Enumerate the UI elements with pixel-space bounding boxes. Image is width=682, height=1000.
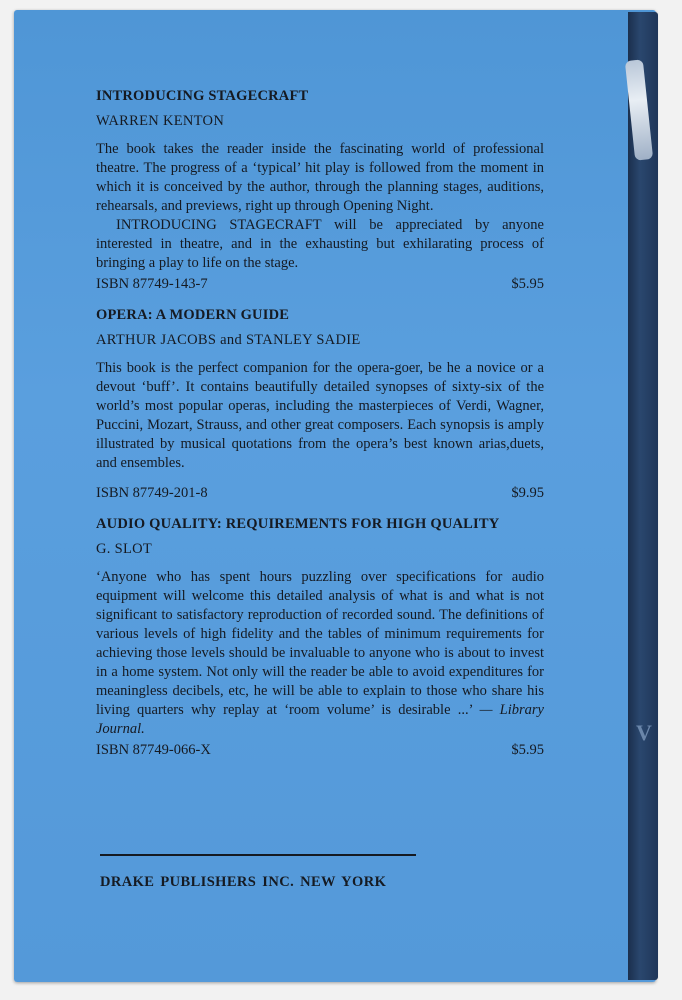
book-description bbox=[96, 568, 544, 739]
book-author: G. SLOT bbox=[96, 541, 153, 557]
isbn-price-row bbox=[96, 485, 544, 502]
book-description bbox=[96, 140, 544, 273]
price: $5.95 bbox=[511, 276, 544, 292]
book-title: AUDIO QUALITY: REQUIREMENTS FOR HIGH QUALITY bbox=[96, 516, 500, 532]
book-listings bbox=[96, 88, 544, 773]
price: $9.95 bbox=[511, 485, 544, 501]
quote-text: ‘Anyone who has spent hours puzzling over specifications for audio equipment will welcome this detailed analysis of what is and what is not significant to satisfactory reproduction of recorded sound. The definitions of various levels of high fidelity and the tables of minimum requirements for achieving those levels should be invaluable to anyone who is about to invest in a home system. Not only will the reader be able to avoid expenditures for meaningless decibels, etc, he will be able to explain to those who share his living quarters why replay at ‘room volume’ is desirable ...’ bbox=[96, 569, 544, 718]
isbn: ISBN 87749-201-8 bbox=[96, 485, 208, 501]
description-paragraph: The book takes the reader inside the fascinating world of professional theatre. The progress of a ‘typical’ hit play is followed from the moment in which it is conceived by the author, through the planning stages, auditions, rehearsals, and previews, right up through Opening Night. bbox=[96, 141, 544, 214]
book-author: WARREN KENTON bbox=[96, 113, 225, 129]
quote-source: — Library Journal. bbox=[96, 702, 544, 737]
book-title: OPERA: A MODERN GUIDE bbox=[96, 307, 290, 323]
review-quote bbox=[96, 568, 544, 739]
description-paragraph: This book is the perfect companion for the opera-goer, be he a novice or a devout ‘buff’. It contains beautifully detailed synopses of sixty-six of the world’s most popular operas, including the masterpieces of Verdi, Wagner, Puccini, Mozart, Strauss, and other great composers. Each synopsis is amply illustrated by musical quotations from the opera’s best known arias,duets, and ensembles. bbox=[96, 360, 544, 471]
divider-rule bbox=[100, 854, 416, 856]
book-title: INTRODUCING STAGECRAFT bbox=[96, 88, 309, 104]
book-entry-audio-quality bbox=[96, 516, 544, 759]
description-paragraph: INTRODUCING STAGECRAFT will be appreciated by anyone interested in theatre, and in the exhausting but exhilarating process of bringing a play to life on the stage. bbox=[96, 217, 544, 271]
book-entry-opera bbox=[96, 307, 544, 502]
price: $5.95 bbox=[511, 742, 544, 758]
book-description bbox=[96, 359, 544, 473]
book-entry-stagecraft bbox=[96, 88, 544, 293]
isbn-price-row bbox=[96, 276, 544, 293]
book-author: ARTHUR JACOBS and STANLEY SADIE bbox=[96, 332, 361, 348]
isbn: ISBN 87749-143-7 bbox=[96, 276, 208, 292]
isbn-price-row bbox=[96, 742, 544, 759]
spine-letter: V bbox=[636, 720, 652, 745]
publisher-imprint: DRAKE PUBLISHERS INC. NEW YORK bbox=[100, 874, 387, 890]
isbn: ISBN 87749-066-X bbox=[96, 742, 211, 758]
